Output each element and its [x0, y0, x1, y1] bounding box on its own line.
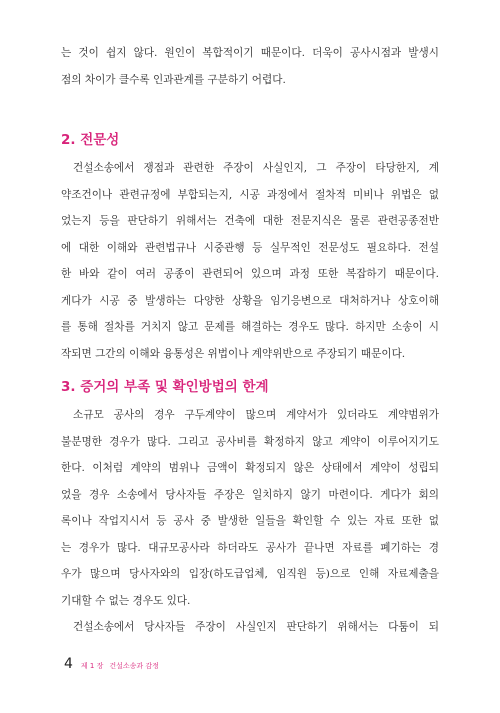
- paragraph-line: 게다가 시공 중 발생하는 다양한 상황을 임기응변으로 대처하거나 상호이해: [61, 294, 439, 307]
- section-heading-expertise: 2. 전문성: [61, 132, 120, 148]
- paragraph-line: 를 통해 절차를 거치지 않고 문제를 해결하는 경우도 많다. 하지만 소송이 시: [61, 321, 439, 333]
- page-number: 4: [64, 656, 73, 672]
- paragraph-line: 불분명한 경우가 많다. 그리고 공사비를 확정하지 않고 계약이 이루어지기도: [61, 435, 439, 448]
- paragraph-line: 건설소송에서 당사자들 주장이 사실인지 판단하기 위해서는 다툼이 되: [73, 621, 439, 633]
- paragraph-line: 한다. 이처럼 계약의 범위나 금액이 확정되지 않은 상태에서 계약이 성립되: [61, 462, 439, 474]
- paragraph-line: 건설소송에서 쟁점과 관련한 주장이 사실인지, 그 주장이 타당한지, 계: [73, 162, 439, 174]
- paragraph-line: 작되면 그간의 이해와 융통성은 위법이나 계약위반으로 주장되기 때문이다.: [61, 347, 406, 360]
- paragraph-line: 에 대한 이해와 관련법규나 시중관행 등 실무적인 전문성도 필요하다. 전설: [61, 241, 439, 254]
- chapter-title: 건설소송과 감정: [109, 662, 159, 670]
- paragraph-line: 소규모 공사의 경우 구두계약이 많으며 계약서가 있더라도 계약범위가: [73, 409, 439, 421]
- page-footer: [64, 656, 159, 672]
- paragraph-line: 한 바와 같이 여러 공종이 관련되어 있으며 과정 또한 복잡하기 때문이다.: [61, 268, 439, 280]
- paragraph-line: 록이나 작업지시서 등 공사 중 발생한 일들을 확인할 수 있는 자료 또한 없: [61, 515, 439, 527]
- chapter-label: 제 1 장: [80, 662, 104, 670]
- paragraph-line: 었을 경우 소송에서 당사자들 주장은 일치하지 않기 마련이다. 게다가 회의: [61, 488, 439, 501]
- paragraph-line: 었는지 등을 판단하기 위해서는 건축에 대한 전문지식은 물론 관련공종전반: [61, 215, 439, 227]
- expertise-paragraph: [61, 155, 439, 367]
- intro-line: 점의 차이가 클수록 인과관계를 구분하기 어렵다.: [61, 73, 286, 86]
- paragraph-line: 기대할 수 없는 경우도 있다.: [61, 594, 191, 607]
- intro-paragraph: [61, 40, 439, 93]
- intro-line: 는 것이 쉽지 않다. 원인이 복합적이기 때문이다. 더욱이 공사시점과 발생시: [61, 47, 439, 59]
- paragraph-line: 약조건이나 관련규정에 부합되는지, 시공 과정에서 절차적 미비나 위법은 없: [61, 188, 439, 201]
- paragraph-line: 우가 많으며 당사자와의 입장(하도급업체, 임직원 등)으로 인해 자료제출을: [61, 568, 439, 580]
- section-heading-evidence: 3. 증거의 부족 및 확인방법의 한계: [61, 379, 269, 395]
- paragraph-line: 는 경우가 많다. 대규모공사라 하더라도 공사가 끝나면 자료를 폐기하는 경: [61, 541, 439, 554]
- evidence-paragraph: [61, 402, 439, 641]
